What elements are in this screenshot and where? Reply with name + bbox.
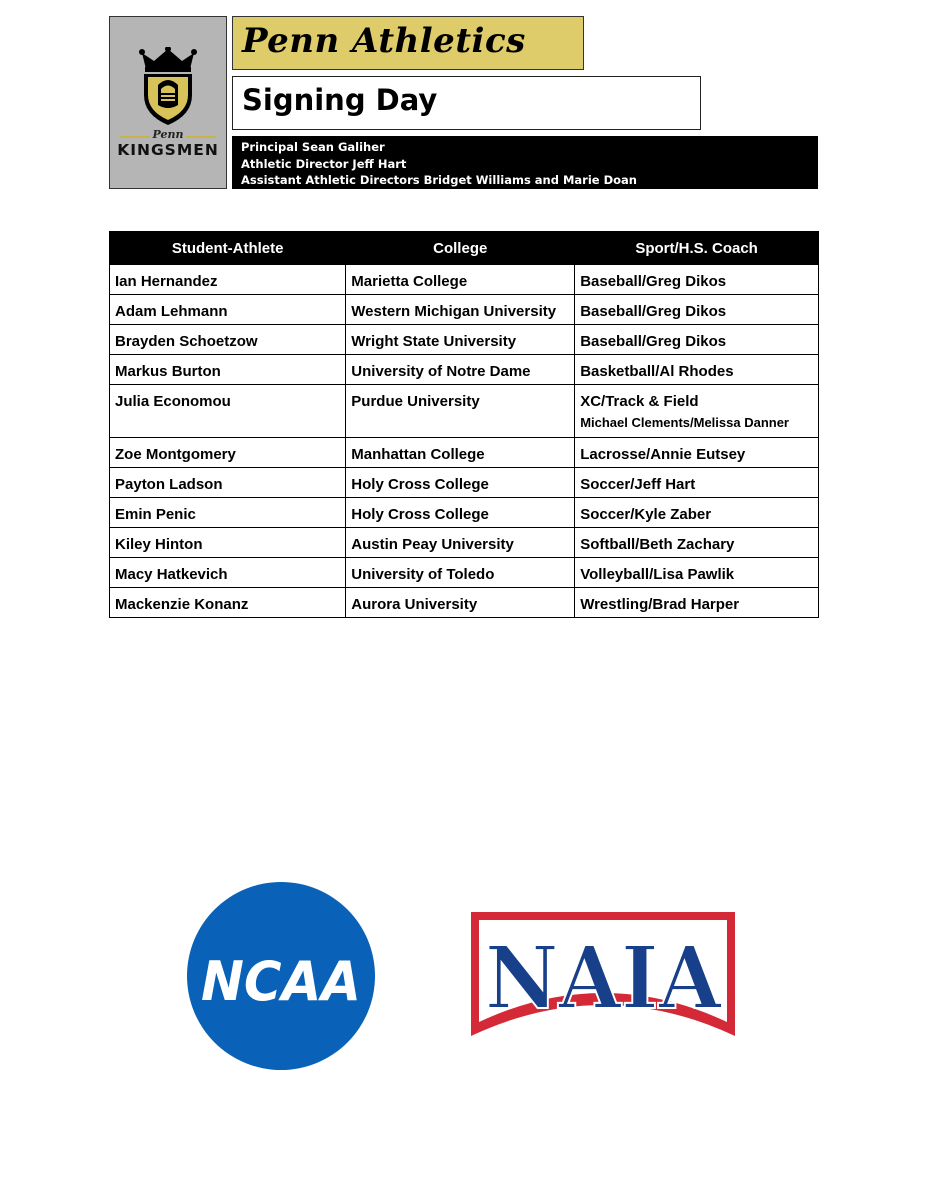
sport-coach-cell: Baseball/Greg Dikos xyxy=(575,325,819,355)
athlete-cell: Markus Burton xyxy=(110,355,346,385)
table-row xyxy=(110,265,819,295)
college-cell: Manhattan College xyxy=(346,438,575,468)
sport-coach-cell: Baseball/Greg Dikos xyxy=(575,295,819,325)
page-title: Signing Day xyxy=(242,83,438,117)
ncaa-wordmark: NCAA xyxy=(201,950,361,1013)
table-row xyxy=(110,588,819,618)
athlete-cell: Adam Lehmann xyxy=(110,295,346,325)
table-header-row xyxy=(110,232,819,265)
table-row xyxy=(110,558,819,588)
college-cell: Holy Cross College xyxy=(346,498,575,528)
sport-coach-cell xyxy=(575,385,819,438)
kingsmen-logo xyxy=(109,16,227,189)
header-college: College xyxy=(346,232,575,265)
sport-coach-cell: Basketball/Al Rhodes xyxy=(575,355,819,385)
staff-line-athletic-director: Athletic Director Jeff Hart xyxy=(241,156,407,171)
athlete-cell: Julia Economou xyxy=(110,385,346,438)
logo-script-text: Penn xyxy=(152,128,184,141)
college-cell: Western Michigan University xyxy=(346,295,575,325)
table-row xyxy=(110,528,819,558)
athlete-cell: Payton Ladson xyxy=(110,468,346,498)
ncaa-logo xyxy=(185,882,377,1070)
athlete-cell: Mackenzie Konanz xyxy=(110,588,346,618)
table-row xyxy=(110,498,819,528)
college-cell: Austin Peay University xyxy=(346,528,575,558)
logo-wordmark: KINGSMEN xyxy=(117,141,219,159)
signing-table xyxy=(109,231,819,618)
staff-line-assistant-directors: Assistant Athletic Directors Bridget Williams and Marie Doan xyxy=(241,173,637,187)
college-cell: University of Notre Dame xyxy=(346,355,575,385)
college-cell: Purdue University xyxy=(346,385,575,438)
table-row xyxy=(110,438,819,468)
athlete-cell: Ian Hernandez xyxy=(110,265,346,295)
table-row xyxy=(110,295,819,325)
sport-coach-cell: Baseball/Greg Dikos xyxy=(575,265,819,295)
college-cell: Wright State University xyxy=(346,325,575,355)
athlete-cell: Emin Penic xyxy=(110,498,346,528)
table-row xyxy=(110,468,819,498)
brand-banner xyxy=(232,16,584,70)
college-cell: University of Toledo xyxy=(346,558,575,588)
table-row xyxy=(110,355,819,385)
naia-logo xyxy=(471,912,735,1038)
staff-line-principal: Principal Sean Galiher xyxy=(241,140,385,154)
knight-crest-icon xyxy=(132,47,204,127)
title-banner xyxy=(232,76,701,130)
athlete-cell: Kiley Hinton xyxy=(110,528,346,558)
sport-coach-cell: Soccer/Jeff Hart xyxy=(575,468,819,498)
naia-wordmark: NAIA xyxy=(485,928,723,1029)
college-cell: Marietta College xyxy=(346,265,575,295)
table-row xyxy=(110,385,819,438)
college-cell: Holy Cross College xyxy=(346,468,575,498)
table-row xyxy=(110,325,819,355)
staff-banner xyxy=(232,136,818,189)
athlete-cell: Zoe Montgomery xyxy=(110,438,346,468)
sport-label: XC/Track & Field xyxy=(580,393,699,410)
sport-coach-cell: Volleyball/Lisa Pawlik xyxy=(575,558,819,588)
sport-coach-cell: Soccer/Kyle Zaber xyxy=(575,498,819,528)
coach-names: Michael Clements/Melissa Danner xyxy=(580,415,789,430)
sport-coach-cell: Softball/Beth Zachary xyxy=(575,528,819,558)
header-student-athlete: Student-Athlete xyxy=(110,232,346,265)
athlete-cell: Macy Hatkevich xyxy=(110,558,346,588)
athlete-cell: Brayden Schoetzow xyxy=(110,325,346,355)
brand-title: Penn Athletics xyxy=(242,21,526,61)
sport-coach-cell: Lacrosse/Annie Eutsey xyxy=(575,438,819,468)
college-cell: Aurora University xyxy=(346,588,575,618)
header-sport-coach: Sport/H.S. Coach xyxy=(575,232,819,265)
logo-rule-right xyxy=(186,136,216,138)
sport-coach-cell: Wrestling/Brad Harper xyxy=(575,588,819,618)
